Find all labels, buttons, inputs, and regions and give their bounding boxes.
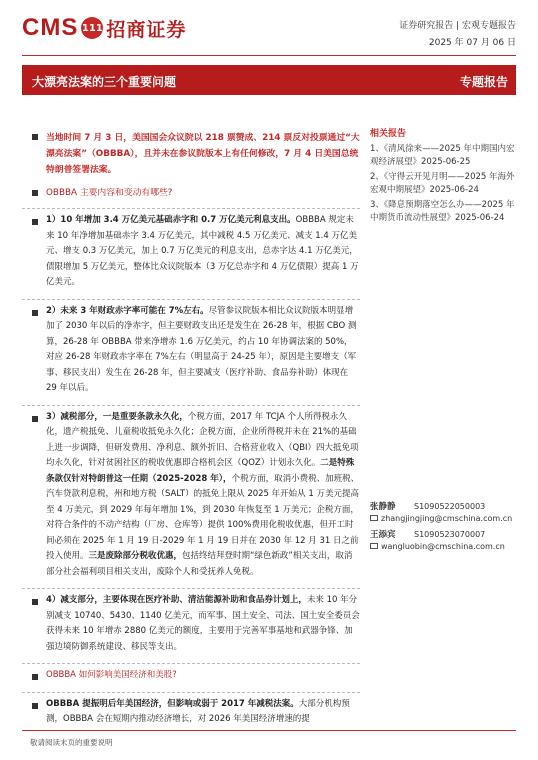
analyst-id: S1090523070007 <box>414 529 486 539</box>
summary-text: 当地时间 7 月 3 日，美国国会众议院以 218 票赞成、214 票反对投票通过“大漂亮法案”（OBBBA），且并未在参议院版本上有任何修改，7 月 4 日美国总统特朗普签署法案。 <box>46 133 360 175</box>
title-bar <box>22 65 516 95</box>
section-lead-3: 三是废除部分税收优惠， <box>88 551 183 561</box>
analyst-email[interactable]: zhangjingjing@cmschina.com.cn <box>381 513 513 523</box>
footer-note: 敬请阅读末页的重要说明 <box>30 738 113 747</box>
section-4 <box>22 588 360 655</box>
section-paragraph <box>46 410 360 581</box>
mail-icon <box>370 515 378 521</box>
section-economy <box>22 692 360 728</box>
related-report-item[interactable]: 1、《清风徐来——2025 年中期国内宏观经济展望》2025-06-25 <box>370 144 515 167</box>
section-paragraph <box>46 593 360 655</box>
subheading-economy <box>22 663 360 684</box>
bullet-square-icon <box>32 219 38 225</box>
section-lead: 4）减支部分，主要体现在医疗补助、清洁能源补助和食品券计划上， <box>46 595 307 605</box>
section-3 <box>22 405 360 581</box>
bullet-square-icon <box>32 416 38 422</box>
analyst-name: 张静静 <box>370 502 396 512</box>
subheading-text: OBBBA 如何影响美国经济和美股? <box>46 670 177 680</box>
related-report-item[interactable]: 3、《降息预期落空怎么办——2025 年中期货币流动性展望》2025-06-24 <box>370 200 515 223</box>
mail-icon <box>370 543 378 549</box>
bullet-square-icon <box>32 703 38 709</box>
analyst-row <box>370 500 520 512</box>
bullet-square-icon <box>32 599 38 605</box>
section-paragraph <box>46 697 360 728</box>
section-paragraph <box>46 304 360 397</box>
analyst-card <box>370 500 520 524</box>
section-1 <box>22 208 360 291</box>
section-body: 大部分机构预测，OBBBA 会在短期内推动经济增长，对 2026 年美国经济增速的提 <box>46 698 350 724</box>
section-body-2: 个税方面，取消小费税、加班税、汽车贷款利息税，州和地方税（SALT）的抵免上限从 2025 年开始从 1 万美元提高至 4 万美元，到 2029 年每年增加 1%，到 2030 年恢复至 1 万美元；企税方面，对符合条件的不动产结构（厂房、仓库等）提供 100%费用化税收优惠，但开工时间必须在 2025 年 1 月 19 日-2029 年 1 月 19 日并在 2030 年 12 月 31 日之前投入使用。 <box>46 473 360 561</box>
logo-en-text: CMS <box>22 14 79 41</box>
section-body: 未来 10 年分别减支 10740、5430、1140 亿美元，而军事、国土安全、司法、国土安全委员会获得未来 10 年增赤 2880 亿美元的额度，主要用于完善军事基地和武器争锋、加强边境防御系统建设、移民等支出。 <box>46 595 360 652</box>
analyst-row <box>370 528 520 540</box>
section-lead: 2）未来 3 年财政赤字率可能在 7%左右。 <box>46 305 209 316</box>
analyst-email[interactable]: wangluobin@cmschina.com.cn <box>381 541 505 551</box>
logo-mark-icon: 111 <box>81 17 103 39</box>
bullet-square-icon <box>32 134 38 140</box>
report-type: 证券研究报告 | 宏观专题报告 <box>399 21 516 31</box>
section-body-3: 包括终结拜登时期“绿色新政”相关支出，取消部分社会福利项目相关支出，废除个人和受抚养人免税。 <box>46 551 353 577</box>
report-tag: 专题报告 <box>459 75 508 89</box>
section-lead: 1）10 年增加 3.4 万亿美元基础赤字和 0.7 万亿美元利息支出。 <box>46 215 296 225</box>
cms-logo <box>22 14 186 42</box>
bullet-square-icon <box>32 674 38 680</box>
section-paragraph <box>46 213 360 291</box>
header-divider <box>22 55 516 56</box>
report-date: 2025 年 07 月 06 日 <box>428 38 516 48</box>
related-reports-title: 相关报告 <box>370 129 407 139</box>
logo-cn-text: 招商证券 <box>106 18 187 41</box>
section-lead: OBBBA 提振明后年美国经济，但影响或弱于 2017 年减税法案。 <box>46 698 299 709</box>
report-header <box>0 0 538 60</box>
subheading-text: OBBBA 主要内容和变动有哪些? <box>46 188 173 198</box>
section-body: 个税方面，2017 年 TCJA 个人所得税永久化，遗产税抵免、儿童税收抵免永久化；企税方面，企业所得税并未在 21%的基础上进一步调降，但研发费用、净利息、额外折旧、合格营业收入（QBI）四大抵免项均永久化，针对贫困社区的税收优惠即合格机会区（QOZ）计划永久化。 <box>46 411 359 468</box>
section-lead-2: 二是特殊条款仅针对特朗普这一任期（2025-2028 年）， <box>46 458 355 484</box>
analyst-email-row[interactable] <box>370 540 520 552</box>
main-content <box>22 108 360 728</box>
analyst-email-row[interactable] <box>370 512 520 524</box>
section-body: 尽管参议院版本相比众议院版本明显增加了 2030 年以后的净赤字，但主要财政支出还是发生在 26-28 年，根据 CBO 测算，26-28 年 OBBBA 带来净增赤 1.6 万亿美元，约占 10 年协调法案的 50%，对应 26-28 年财政赤字率在 7%左右（明显高于 24-25 年），原因是主要增支（军事、移民支出）发生在 26-28 年，但主要减支（医疗补助、食品券补助）体现在 29 年以后。 <box>46 305 357 393</box>
analyst-card <box>370 528 520 552</box>
bullet-square-icon <box>32 310 38 316</box>
subheading-content <box>22 186 360 200</box>
section-lead: 3）减税部分，一是重要条款永久化， <box>46 411 188 422</box>
report-title: 大漂亮法案的三个重要问题 <box>32 75 177 89</box>
bullet-square-icon <box>32 190 38 196</box>
analyst-id: S1090522050003 <box>414 501 486 511</box>
related-reports <box>370 126 520 227</box>
analyst-name: 王添宾 <box>370 530 396 540</box>
related-report-item[interactable]: 2、《守得云开见月明——2025 年海外宏观中期展望》2025-06-24 <box>370 172 515 195</box>
section-body: OBBBA 规定未来 10 年净增加基础赤字 3.4 万亿美元，其中减税 4.5 万亿美元、减支 1.4 万亿美元、增支 0.3 万亿美元，加上 0.7 万亿美元的利息支出，总赤字达 4.1 万亿美元，债限增加 5 万亿美元，整体比众议院版本（3 万亿总赤字和 4 万亿债限）提高 1 万亿美元。 <box>46 215 359 287</box>
footer-divider <box>22 730 516 731</box>
summary-block <box>22 130 360 178</box>
section-2 <box>22 299 360 397</box>
